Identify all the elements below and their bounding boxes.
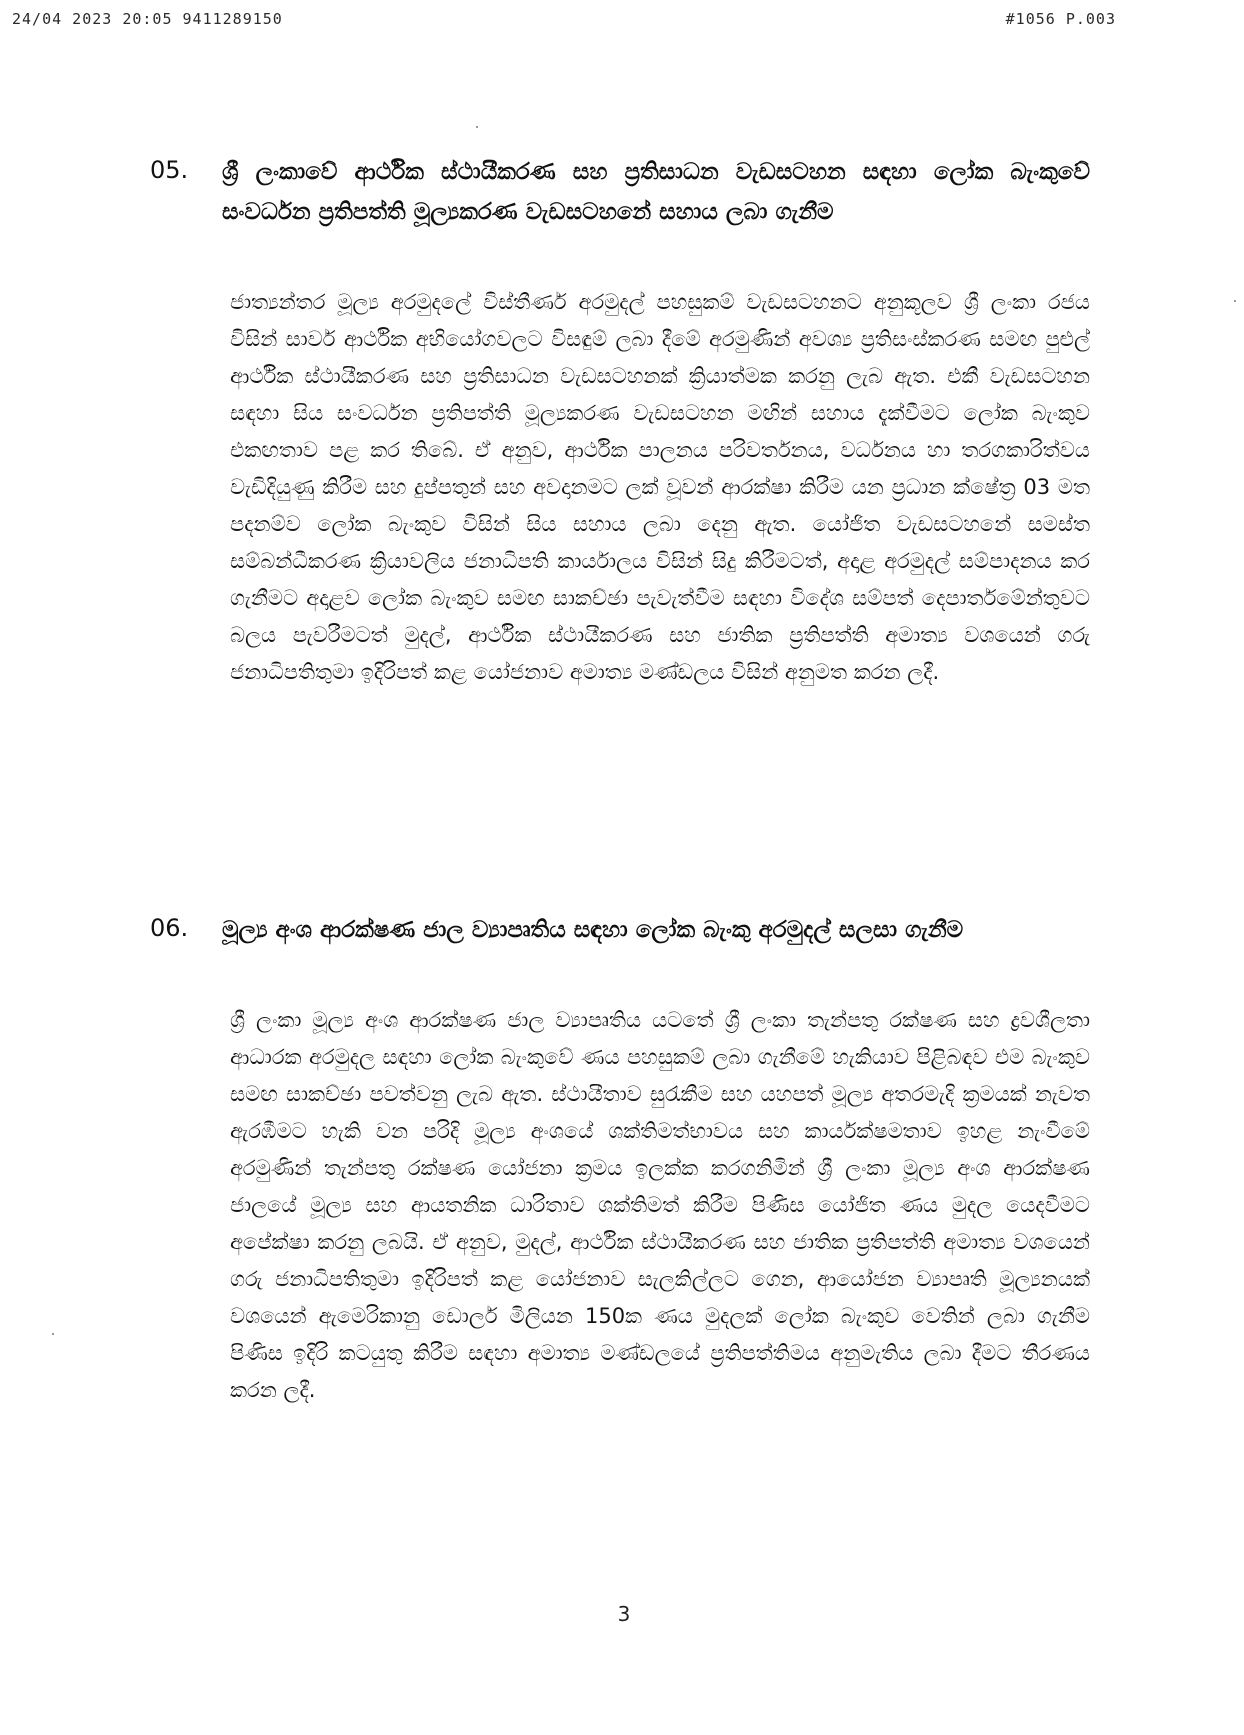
page-number: 3: [617, 1602, 631, 1626]
scan-speck: [1234, 300, 1236, 302]
section-body: ජාත්‍යන්තර මූල්‍ය අරමුදලේ විස්තීර්ණ අරමුදල් පහසුකම් වැඩසටහනට අනුකූලව ශ්‍රී ලංකා රජය විසින් සාර්ව ආර්ථික අභියෝගවලට විසඳුම් ලබා දීමේ අරමුණින් අවශ්‍ය ප්‍රතිසංස්කරණ සමඟ පුළුල් ආර්ථික ස්ථායීකරණ සහ ප්‍රතිසාධන වැඩසටහනක් ක්‍රියාත්මක කරනු ලැබ ඇත. එකී වැඩසටහන සඳහා සිය සංවර්ධන ප්‍රතිපත්ති මූල්‍යකරණ වැඩසටහන මඟින් සහාය දැක්වීමට ලෝක බැංකුව එකඟතාව පළ කර තිබේ. ඒ අනුව, ආර්ථික පාලනය පරිවර්තනය, වර්ධනය හා තරගකාරිත්වය වැඩිදියුණු කිරීම සහ දුප්පතුන් සහ අවදානමට ලක් වූවන් ආරක්ෂා කිරීම යන ප්‍රධාන ක්ෂේත්‍ර 03 මත පදනම්ව ලෝක බැංකුව විසින් සිය සහාය ලබා දෙනු ඇත. යෝජිත වැඩසටහනේ සමස්ත සම්බන්ධීකරණ ක්‍රියාවලිය ජනාධිපති කාර්යාලය විසින් සිදු කිරීමටත්, අදාළ අරමුදල් සම්පාදනය කර ගැනීමට අදාළව ලෝක බැංකුව සමඟ සාකච්ඡා පැවැත්වීම සඳහා විදේශ සම්පත් දෙපාර්තමේන්තුවට බලය පැවරීමටත් මුදල්, ආර්ථික ස්ථායීකරණ සහ ජාතික ප්‍රතිපත්ති අමාත්‍ය වශයෙන් ගරු ජනාධිපතිතුමා ඉදිරිපත් කළ යෝජනාව අමාත්‍ය මණ්ඩලය විසින් අනුමත කරන ලදී.: [230, 290, 1090, 684]
section-title: මූල්‍ය අංශ ආරක්ෂණ ජාල ව්‍යාපෘතිය සඳහා ලෝක බැංකු අරමුදල් සලසා ගැනීම: [222, 917, 964, 943]
section-title: ශ්‍රී ලංකාවේ ආර්ථික ස්ථායීකරණ සහ ප්‍රතිසාධන වැඩසටහන සඳහා ලෝක බැංකුවේ සංවර්ධන ප්‍රතිපත්ති මූල්‍යකරණ වැඩසටහනේ සහාය ලබා ගැනීම: [222, 159, 1090, 225]
section-number: 06.: [150, 914, 189, 942]
fax-page-ref: #1056 P.003: [1005, 10, 1116, 28]
fax-header: [12, 10, 1116, 32]
fax-timestamp-line: 24/04 2023 20:05 9411289150: [12, 10, 283, 28]
scan-speck: [476, 126, 478, 128]
scan-speck: [52, 1333, 54, 1335]
section-body: ශ්‍රී ලංකා මූල්‍ය අංශ ආරක්ෂණ ජාල ව්‍යාපෘතිය යටතේ ශ්‍රී ලංකා තැන්පතු රක්ෂණ සහ ද්‍රවශීලතා ආධාරක අරමුදල සඳහා ලෝක බැංකුවේ ණය පහසුකම් ලබා ගැනීමේ හැකියාව පිළිබඳව එම බැංකුව සමඟ සාකච්ඡා පවත්වනු ලැබ ඇත. ස්ථායීතාව සුරැකීම සහ යහපත් මූල්‍ය අතරමැදි ක්‍රමයක් නැවත ඇරඹීමට හැකි වන පරිදි මූල්‍ය අංශයේ ශක්තිමත්භාවය සහ කාර්යක්ෂමතාව ඉහළ නැංවීමේ අරමුණින් තැන්පතු රක්ෂණ යෝජනා ක්‍රමය ඉලක්ක කරගනිමින් ශ්‍රී ලංකා මූල්‍ය අංශ ආරක්ෂණ ජාලයේ මූල්‍ය සහ ආයතනික ධාරිතාව ශක්තිමත් කිරීම පිණිස යෝජිත ණය මුදල යෙදවීමට අපේක්ෂා කරනු ලබයි. ඒ අනුව, මුදල්, ආර්ථික ස්ථායීකරණ සහ ජාතික ප්‍රතිපත්ති අමාත්‍ය වශයෙන් ගරු ජනාධිපතිතුමා ඉදිරිපත් කළ යෝජනාව සැලකිල්ලට ගෙන, ආයෝජන ව්‍යාපෘති මූල්‍යනයක් වශයෙන් ඇමෙරිකානු ඩොලර් මිලියන 150ක ණය මුදලක් ලෝක බැංකුව වෙතින් ලබා ගැනීම පිණිස ඉදිරි කටයුතු කිරීම සඳහා අමාත්‍ය මණ්ඩලයේ ප්‍රතිපත්තිමය අනුමැතිය ලබා දීමට තීරණය කරන ලදී.: [230, 1008, 1090, 1402]
section-number: 05.: [150, 156, 189, 184]
